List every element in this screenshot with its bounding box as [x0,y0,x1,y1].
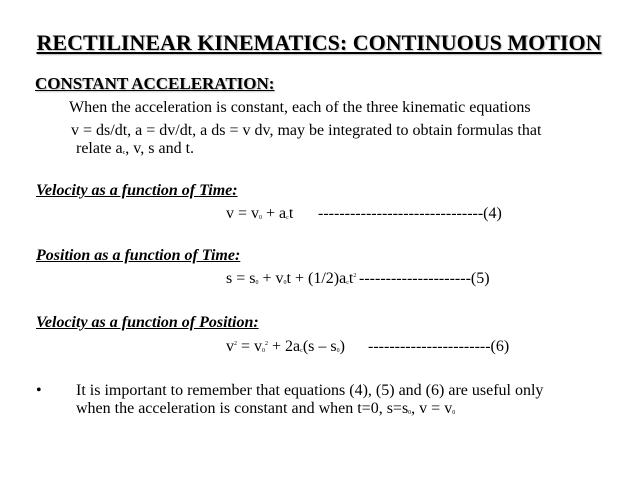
slide-title: RECTILINEAR KINEMATICS: CONTINUOUS MOTION [36,30,602,55]
equation-6-tail: -----------------------(6) [368,338,510,355]
intro-line-3: relate $a_c$, v, s and t. [76,140,195,157]
velocity-time-heading: Velocity as a function of Time: [36,182,238,199]
equation-5: $s = s_0 + v_0t + (1/2)a_ct^2$ [226,270,357,287]
intro-line-2: v = ds/dt, a = dv/dt, a ds = v dv, may be integrated to obtain formulas that [71,122,542,139]
intro-line-1: When the acceleration is constant, each of the three kinematic equations [69,99,531,116]
velocity-position-heading: Velocity as a function of Position: [36,314,259,331]
bullet-marker: • [36,382,42,399]
section-heading: CONSTANT ACCELERATION: [35,74,275,93]
equation-4-tail: -------------------------------(4) [318,205,502,222]
position-time-heading: Position as a function of Time: [36,247,241,264]
equation-4: $v = v_0 + a_ct$ [226,205,294,222]
equation-6: $v^2 = v_0^2 + 2a_c(s - s_0)$ [226,338,345,355]
bullet-line-1: It is important to remember that equations (4), (5) and (6) are useful only [76,382,544,399]
equation-5-tail: ---------------------(5) [359,270,490,287]
bullet-line-2: when the acceleration is constant and when t=0, $s=s_0$, $v = v_0$ [76,400,456,417]
